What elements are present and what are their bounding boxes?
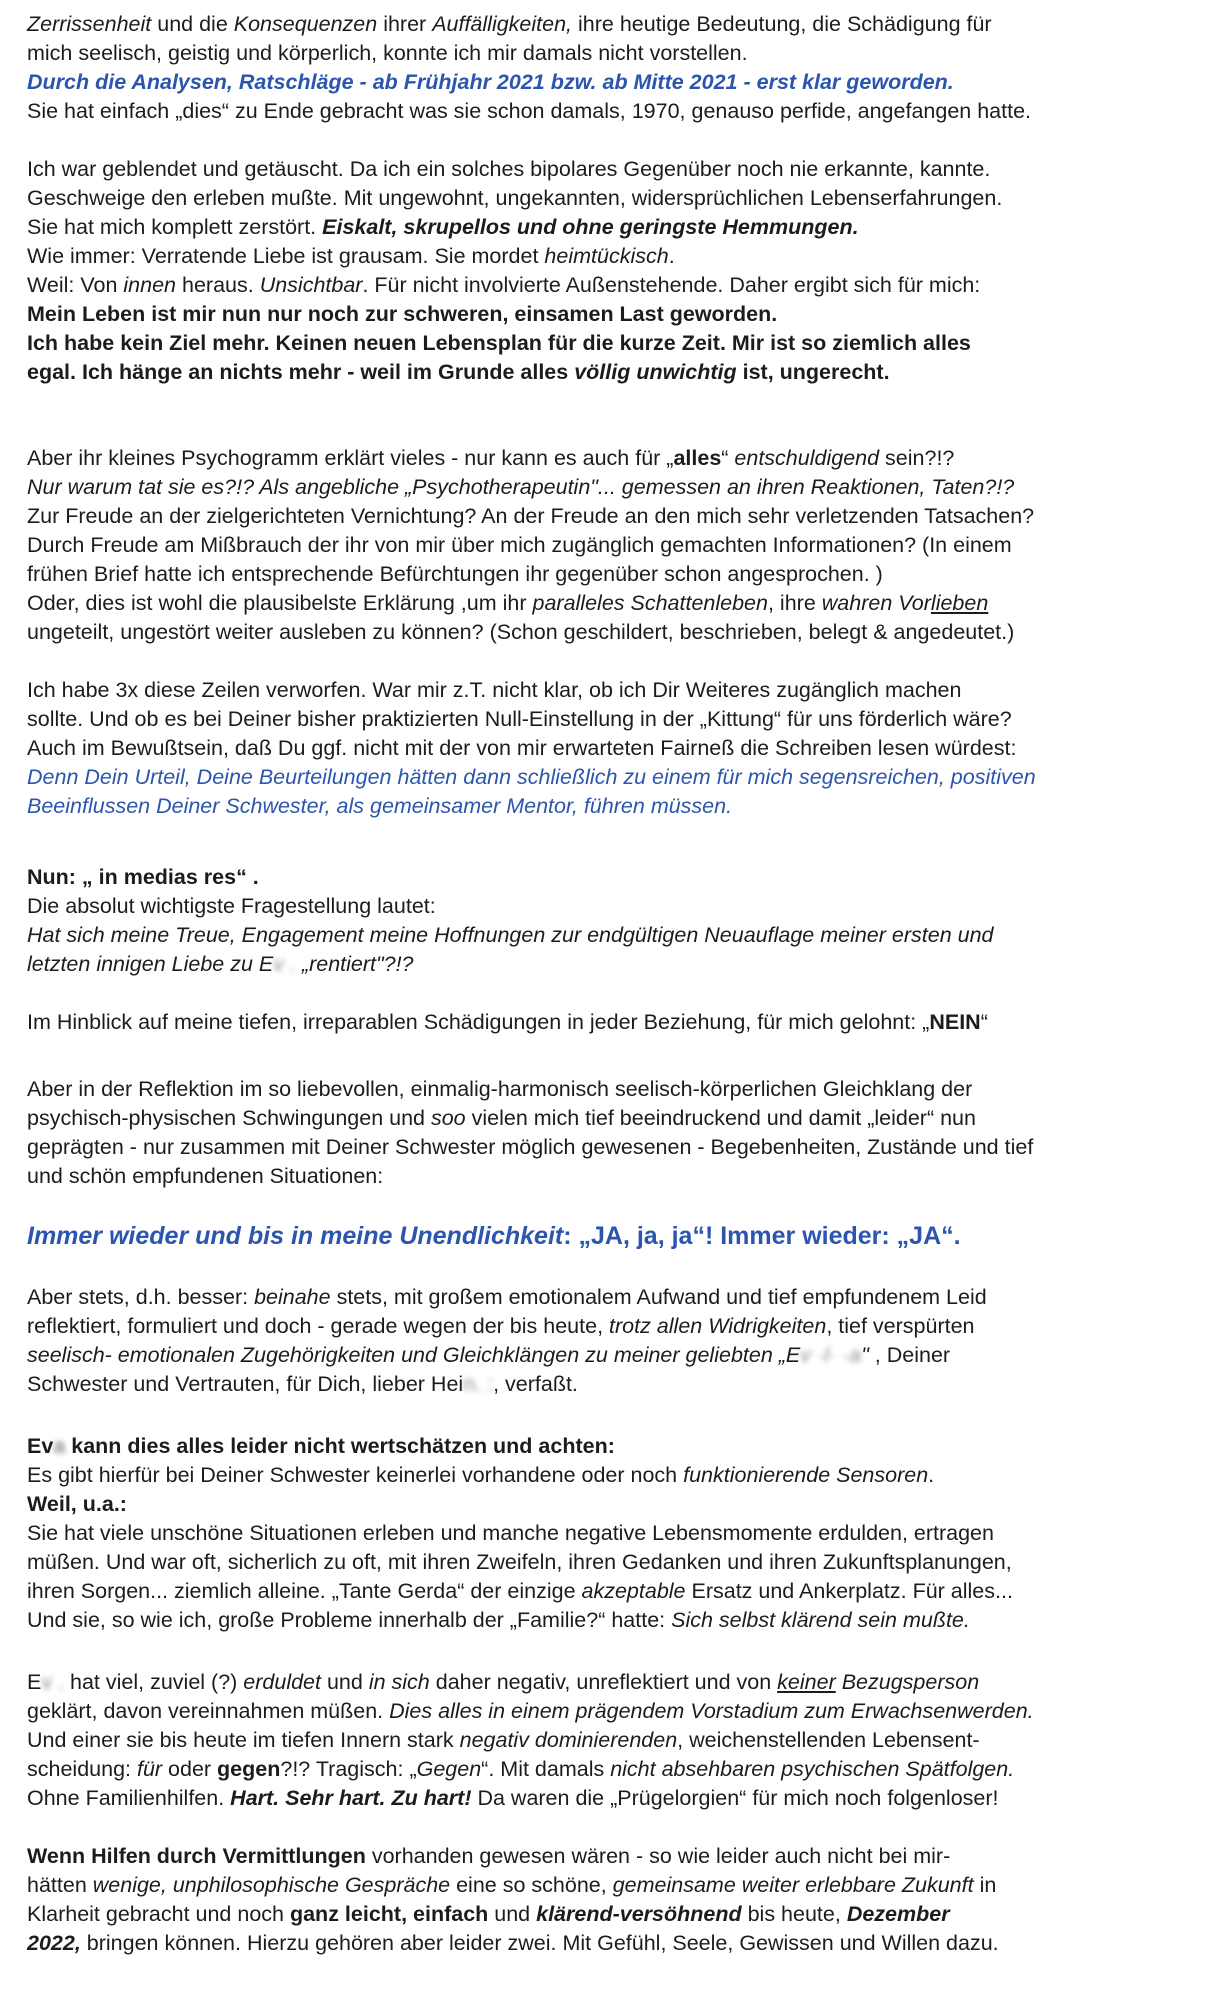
text-segment: Sie hat mich komplett zerstört.	[27, 215, 323, 239]
text-segment: klärend-versöhnend	[536, 1902, 742, 1926]
text-segment: Weil: Von	[27, 273, 124, 297]
text-segment: geprägten - nur zusammen mit Deiner Schwester möglich gewesenen - Begebenheiten, Zustände und tief	[27, 1135, 1034, 1159]
text-line	[27, 1842, 1188, 1871]
text-segment: reflektiert, formuliert und doch - gerade wegen der bis heute,	[27, 1314, 610, 1338]
text-segment: Sie hat viele unschöne Situationen erleben und manche negative Lebensmomente erdulden, ertragen	[27, 1521, 994, 1545]
text-segment: Dies alles in einem prägendem Vorstadium zum Erwachsenwerden.	[389, 1699, 1034, 1723]
text-line	[27, 329, 1188, 358]
text-segment: ist, ungerecht.	[736, 360, 890, 384]
text-segment: mich seelisch, geistig und körperlich, konnte ich mir damals nicht vorstellen.	[27, 41, 748, 65]
text-line	[27, 1871, 1188, 1900]
text-segment: ihrer	[377, 12, 433, 36]
text-line	[27, 1606, 1188, 1635]
text-segment: Beeinflussen Deiner Schwester, als gemeinsamer Mentor, führen müssen.	[27, 794, 733, 818]
text-line	[27, 10, 1188, 39]
text-line	[27, 921, 1188, 950]
text-line	[27, 1008, 1188, 1037]
text-segment: ?!? Tragisch: „	[280, 1757, 417, 1781]
redacted-name-text: a	[53, 1434, 66, 1458]
text-segment: erduldet	[243, 1670, 321, 1694]
text-segment: frühen Brief hatte ich entsprechende Befürchtungen ihr gegenüber schon angesprochen. )	[27, 562, 883, 586]
text-segment: Auch im Bewußtsein, daß Du ggf. nicht mit der von mir erwarteten Fairneß die Schreiben lesen würdest:	[27, 736, 1017, 760]
text-segment: entschuldigend	[734, 446, 880, 470]
text-segment: Nun: „ in medias res“ .	[27, 865, 259, 889]
text-segment: ihre heutige Bedeutung, die Schädigung für	[572, 12, 992, 36]
text-segment: “	[980, 1010, 988, 1034]
text-line	[27, 1312, 1188, 1341]
text-line	[27, 676, 1188, 705]
text-segment: Und einer sie bis heute im tiefen Innern stark	[27, 1728, 460, 1752]
text-segment: Im Hinblick auf meine tiefen, irreparablen Schädigungen in jeder Beziehung, für mich gelohnt: „	[27, 1010, 930, 1034]
text-segment: soo	[430, 1106, 466, 1130]
text-segment: Gegen	[416, 1757, 482, 1781]
text-segment: und	[320, 1670, 369, 1694]
text-line	[27, 1929, 1188, 1958]
text-segment: Bezugsperson	[841, 1670, 980, 1694]
text-line	[27, 1162, 1188, 1191]
text-segment: Sich selbst klärend sein mußte.	[671, 1608, 970, 1632]
line-spacer	[27, 1813, 1188, 1842]
text-segment: bis heute,	[741, 1902, 847, 1926]
text-line	[27, 155, 1188, 184]
text-segment: „rentiert"?!?	[295, 952, 414, 976]
text-line	[27, 1755, 1188, 1784]
text-line	[27, 1900, 1188, 1929]
text-segment: Zur Freude an der zielgerichteten Vernichtung? An der Freude an den mich sehr verletzenden Tatsachen?	[27, 504, 1035, 528]
text-segment: kann dies alles leider nicht wertschätzen und achten:	[65, 1434, 615, 1458]
text-line	[27, 68, 1188, 97]
text-line	[27, 184, 1188, 213]
text-segment: heimtückisch	[544, 244, 669, 268]
text-segment: heraus.	[176, 273, 260, 297]
text-segment: nicht absehbaren psychischen Spätfolgen.	[610, 1757, 1015, 1781]
text-segment: Hart. Sehr hart. Zu hart!	[230, 1786, 472, 1810]
line-spacer	[27, 1399, 1188, 1432]
text-segment: 2022,	[27, 1931, 81, 1955]
text-line	[27, 300, 1188, 329]
text-line	[27, 705, 1188, 734]
line-spacer	[27, 1191, 1188, 1215]
text-segment: , ihre	[767, 591, 822, 615]
line-spacer	[27, 647, 1188, 676]
text-segment: ganz leicht, einfach	[289, 1902, 489, 1926]
text-segment: Eiskalt, skrupellos und ohne geringste Hemmungen.	[322, 215, 859, 239]
text-segment: lieben	[930, 591, 989, 615]
text-segment: Unsichtbar	[259, 273, 363, 297]
text-segment: Aber ihr kleines Psychogramm erklärt vieles - nur kann es auch für „	[27, 446, 674, 470]
text-segment: Durch Freude am Mißbrauch der ihr von mir über mich zugänglich gemachten Informationen? (In einem	[27, 533, 1012, 557]
text-segment: , tief verspürten	[826, 1314, 975, 1338]
text-line	[27, 1370, 1188, 1399]
text-segment: für	[136, 1757, 163, 1781]
text-segment: funktionierende Sensoren	[683, 1463, 929, 1487]
text-line	[27, 1283, 1188, 1312]
text-segment: . Für nicht involvierte Außenstehende. Daher ergibt sich für mich:	[362, 273, 981, 297]
line-spacer	[27, 1635, 1188, 1668]
text-segment: egal. Ich hänge an nichts mehr - weil im Grunde alles	[27, 360, 575, 384]
text-segment: "	[861, 1343, 875, 1367]
text-segment: oder	[162, 1757, 218, 1781]
line-spacer	[27, 821, 1188, 863]
text-segment: psychisch-physischen Schwingungen und	[27, 1106, 431, 1130]
text-segment: Ohne Familienhilfen.	[27, 1786, 231, 1810]
redacted-name-text: v .	[273, 952, 296, 976]
line-spacer	[27, 1037, 1188, 1075]
text-segment: Hat sich meine Treue, Engagement meine Hoffnungen zur endgültigen Neuauflage meiner ersten und	[27, 923, 994, 947]
text-line	[27, 1075, 1188, 1104]
text-line	[27, 1784, 1188, 1813]
text-segment: keiner	[777, 1670, 836, 1694]
redacted-name-text: v ·l· ·a	[800, 1343, 862, 1367]
text-line	[27, 1341, 1188, 1370]
text-segment: alles	[673, 446, 722, 470]
text-line	[27, 502, 1188, 531]
text-segment: Immer wieder und bis in meine Unendlichkeit	[27, 1222, 564, 1250]
text-segment: Aber stets, d.h. besser:	[27, 1285, 255, 1309]
text-segment: Ich habe 3x diese Zeilen verworfen. War mir z.T. nicht klar, ob ich Dir Weiteres zugänglich machen	[27, 678, 962, 702]
text-segment: Ich habe kein Ziel mehr. Keinen neuen Lebensplan für die kurze Zeit. Mir ist so ziemlich alles	[27, 331, 971, 355]
text-line	[27, 1519, 1188, 1548]
redacted-name-text: v .	[41, 1670, 65, 1694]
text-segment: sollte. Und ob es bei Deiner bisher praktizierten Null-Einstellung in der „Kittung“ für uns förderlich wäre?	[27, 707, 1012, 731]
text-segment: negativ dominierenden	[459, 1728, 678, 1752]
text-segment: : „JA, ja, ja“! Immer wieder: „JA“.	[563, 1222, 961, 1250]
text-segment: und	[488, 1902, 537, 1926]
text-segment: Aber in der Reflektion im so liebevollen, einmalig-harmonisch seelisch-körperlichen Gleichklang der	[27, 1077, 973, 1101]
text-segment: Wie immer: Verratende Liebe ist grausam. Sie mordet	[27, 244, 545, 268]
text-segment: ungeteilt, ungestört weiter ausleben zu können? (Schon geschildert, beschrieben, belegt & angedeutet.)	[27, 620, 1015, 644]
text-segment: wenige, unphilosophische Gespräche	[92, 1873, 451, 1897]
text-line	[27, 763, 1188, 792]
text-segment: E	[27, 1670, 42, 1694]
redacted-name-text: n. :	[463, 1372, 494, 1396]
text-segment: müßen. Und war oft, sicherlich zu oft, mit ihren Zweifeln, ihren Gedanken und ihren Zukunftsplanungen,	[27, 1550, 1012, 1574]
text-segment: und die	[151, 12, 234, 36]
text-segment: und schön empfundenen Situationen:	[27, 1164, 384, 1188]
text-segment: “. Mit damals	[481, 1757, 611, 1781]
text-line	[27, 863, 1188, 892]
text-segment: daher negativ, unreflektiert und von	[429, 1670, 778, 1694]
text-line	[27, 213, 1188, 242]
text-line	[27, 531, 1188, 560]
text-line	[27, 473, 1188, 502]
text-segment: wahren Vor	[821, 591, 931, 615]
text-segment: vielen mich tief beeindruckend und damit „leider“ nun	[465, 1106, 976, 1130]
text-segment: , verfaßt.	[493, 1372, 578, 1396]
text-segment: Denn Dein Urteil, Deine Beurteilungen hätten dann schließlich zu einem für mich segensreichen, positiven	[27, 765, 1036, 789]
text-segment: sein?!?	[879, 446, 955, 470]
text-line	[27, 1548, 1188, 1577]
text-line	[27, 39, 1188, 68]
text-segment: hat viel, zuviel (?)	[64, 1670, 244, 1694]
text-segment: “	[721, 446, 735, 470]
text-segment: Weil, u.a.:	[27, 1492, 127, 1516]
text-line	[27, 271, 1188, 300]
text-line	[27, 734, 1188, 763]
text-line	[27, 242, 1188, 271]
text-line	[27, 950, 1188, 979]
text-segment: seelisch- emotionalen Zugehörigkeiten und Gleichklängen zu meiner geliebten „E	[27, 1343, 801, 1367]
text-segment: Auffälligkeiten,	[432, 12, 573, 36]
text-segment: Die absolut wichtigste Fragestellung lautet:	[27, 894, 436, 918]
text-line	[27, 892, 1188, 921]
text-segment: , Deiner	[874, 1343, 951, 1367]
text-segment: geklärt, davon vereinnahmen müßen.	[27, 1699, 390, 1723]
text-line	[27, 1432, 1188, 1461]
text-line	[27, 1697, 1188, 1726]
line-spacer	[27, 126, 1188, 155]
text-segment: in sich	[368, 1670, 430, 1694]
text-segment: paralleles Schattenleben	[532, 591, 768, 615]
text-line	[27, 1726, 1188, 1755]
text-line	[27, 792, 1188, 821]
text-segment: v	[41, 1434, 54, 1458]
text-line	[27, 618, 1188, 647]
text-line	[27, 1215, 1188, 1257]
text-segment: gegen	[217, 1757, 281, 1781]
text-segment: Klarheit gebracht und noch	[27, 1902, 290, 1926]
text-segment: Durch die Analysen, Ratschläge - ab Frühjahr 2021 bzw. ab Mitte 2021 - erst klar geworden.	[27, 70, 954, 94]
text-segment: letzten innigen Liebe zu E	[27, 952, 274, 976]
text-segment: Wenn Hilfen durch Vermittlungen	[27, 1844, 366, 1868]
text-segment: trotz allen Widrigkeiten	[609, 1314, 827, 1338]
text-line	[27, 1133, 1188, 1162]
text-line	[27, 97, 1188, 126]
text-segment: Oder, dies ist wohl die plausibelste Erklärung ,um ihr	[27, 591, 533, 615]
text-segment: Konsequenzen	[233, 12, 378, 36]
line-spacer	[27, 1257, 1188, 1283]
line-spacer	[27, 979, 1188, 1008]
text-segment: innen	[123, 273, 177, 297]
text-segment: gemeinsame weiter erlebbare Zukunft	[612, 1873, 974, 1897]
text-line	[27, 1668, 1188, 1697]
text-line	[27, 560, 1188, 589]
text-line	[27, 358, 1188, 387]
text-line	[27, 444, 1188, 473]
text-segment: Ersatz und Ankerplatz. Für alles...	[685, 1579, 1013, 1603]
text-segment: .	[668, 244, 675, 268]
text-segment: hätten	[27, 1873, 93, 1897]
text-segment: eine so schöne,	[450, 1873, 613, 1897]
text-segment: Dezember	[846, 1902, 950, 1926]
text-segment: Nur warum tat sie es?!? Als angebliche „Psychotherapeutin"... gemessen an ihren Reaktionen, Taten?!?	[27, 475, 1015, 499]
text-segment: NEIN	[929, 1010, 981, 1034]
text-segment: Zerrissenheit	[27, 12, 152, 36]
text-line	[27, 1104, 1188, 1133]
text-segment: bringen können. Hierzu gehören aber leider zwei. Mit Gefühl, Seele, Gewissen und Willen dazu.	[80, 1931, 999, 1955]
text-segment: Und sie, so wie ich, große Probleme innerhalb der „Familie?“ hatte:	[27, 1608, 672, 1632]
text-line	[27, 589, 1188, 618]
text-segment: , weichenstellenden Lebensent-	[677, 1728, 980, 1752]
text-segment: Da waren die „Prügelorgien“ für mich noch folgenloser!	[471, 1786, 999, 1810]
text-line	[27, 1490, 1188, 1519]
text-segment: .	[928, 1463, 935, 1487]
line-spacer	[27, 387, 1188, 444]
text-segment: Ich war geblendet und getäuscht. Da ich ein solches bipolares Gegenüber noch nie erkannte, kannte.	[27, 157, 991, 181]
text-segment: in	[973, 1873, 997, 1897]
text-segment: Es gibt hierfür bei Deiner Schwester keinerlei vorhandene oder noch	[27, 1463, 684, 1487]
text-segment: akzeptable	[581, 1579, 686, 1603]
text-segment: Mein Leben ist mir nun nur noch zur schweren, einsamen Last geworden.	[27, 302, 778, 326]
text-segment: vorhanden gewesen wären - so wie leider auch nicht bei mir-	[365, 1844, 951, 1868]
text-segment: Sie hat einfach „dies“ zu Ende gebracht was sie schon damals, 1970, genauso perfide, angefangen hatte.	[27, 99, 1032, 123]
text-segment: völlig unwichtig	[574, 360, 737, 384]
text-segment: Geschweige den erleben mußte. Mit ungewohnt, ungekannten, widersprüchlichen Lebenserfahrungen.	[27, 186, 1003, 210]
text-segment: scheidung:	[27, 1757, 137, 1781]
text-segment: Schwester und Vertrauten, für Dich, lieber Hei	[27, 1372, 464, 1396]
text-line	[27, 1461, 1188, 1490]
text-line	[27, 1577, 1188, 1606]
text-segment: ihren Sorgen... ziemlich alleine. „Tante Gerda“ der einzige	[27, 1579, 582, 1603]
text-segment: E	[27, 1434, 42, 1458]
text-segment: beinahe	[254, 1285, 331, 1309]
text-segment: stets, mit großem emotionalem Aufwand und tief empfundenem Leid	[330, 1285, 987, 1309]
